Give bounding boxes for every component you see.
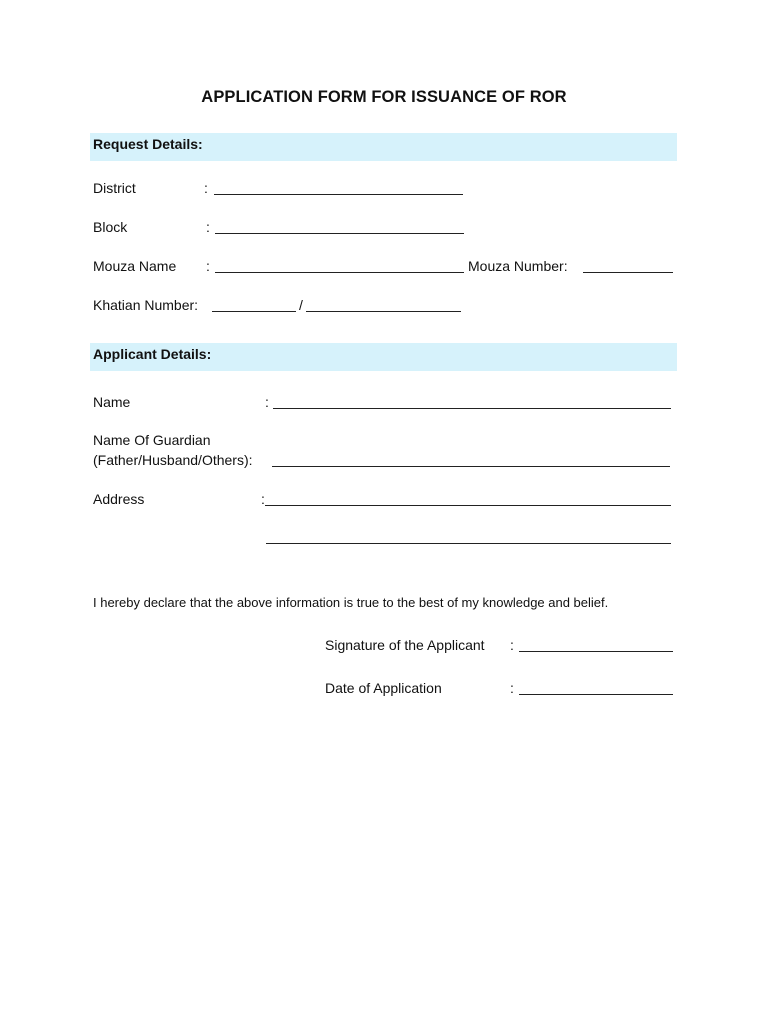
address-label: Address [93,491,145,507]
address-field-line2[interactable] [266,543,671,544]
signature-colon: : [510,637,514,653]
guardian-label-line2: (Father/Husband/Others): [93,452,253,468]
address-colon: : [261,491,265,507]
mouza-name-label: Mouza Name [93,258,177,274]
applicant-name-field[interactable] [273,408,671,409]
khatian-separator: / [299,297,303,313]
applicant-details-header [90,343,677,371]
mouza-name-field[interactable] [215,272,464,273]
mouza-number-label: Mouza Number: [468,258,568,274]
mouza-number-field[interactable] [583,272,673,273]
block-colon: : [206,219,210,235]
declaration-text: I hereby declare that the above information is true to the best of my knowledge and belief. [93,595,609,610]
applicant-name-label: Name [93,394,131,410]
applicant-name-colon: : [265,394,269,410]
date-field[interactable] [519,694,673,695]
address-field-line1[interactable] [265,505,671,506]
signature-label: Signature of the Applicant [325,637,485,653]
request-details-title: Request Details: [93,136,203,152]
khatian-sub-number-field[interactable] [306,311,461,312]
district-field[interactable] [214,194,463,195]
date-colon: : [510,680,514,696]
guardian-name-field[interactable] [272,466,670,467]
guardian-label-line1: Name Of Guardian [93,432,211,448]
form-title: APPLICATION FORM FOR ISSUANCE OF ROR [201,88,567,106]
request-details-header [90,133,677,161]
signature-field[interactable] [519,651,673,652]
district-colon: : [204,180,208,196]
mouza-name-colon: : [206,258,210,274]
khatian-number-field[interactable] [212,311,296,312]
district-label: District [93,180,136,196]
date-label: Date of Application [325,680,442,696]
block-label: Block [93,219,128,235]
khatian-number-label: Khatian Number: [93,297,199,313]
block-field[interactable] [215,233,464,234]
applicant-details-title: Applicant Details: [93,346,212,362]
